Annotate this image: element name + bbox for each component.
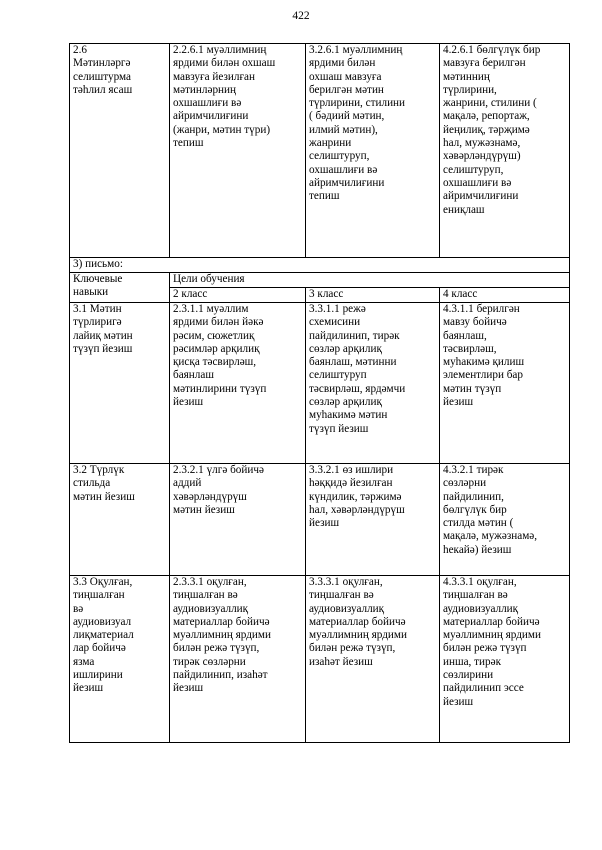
- key-skills-header: Ключевые навыки: [70, 273, 170, 303]
- grade4-cell: 4.2.6.1 бөлгүлүк бир мавзуға берилгән мәтинниң түрлирини, жанрини, стилини ( мақалә, репортаж, йеңилиқ, тәрҗимә һал, мужәзнамә, хәвәрләндүрүш) селиштуруп, охшашлиғи вә айримчилиғини ениқлаш: [440, 44, 570, 258]
- skill-cell: 3.1 Мәтин түрлиригә лайиқ мәтин түзүп йезиш: [70, 303, 170, 464]
- grade3-cell: 3.3.1.1 режә схемисини пайдилинип, тирәк сөзләр арқилиқ баянлаш, мәтинни селиштуруп тәсвирләш, ярдәмчи сөзләр арқилиқ муһакимә мәтин түзүп йезиш: [306, 303, 440, 464]
- section-row: [70, 258, 570, 273]
- table-row: [70, 576, 570, 743]
- grade4-cell: 4.3.2.1 тирәк сөзләрни пайдилинип, бөлгүлүк бир стилда мәтин ( мақалә, мужәзнамә, һекайә) йезиш: [440, 464, 570, 576]
- grade2-cell: 2.2.6.1 муәллимниң ярдими билән охшаш мавзуға йезилған мәтинләрниң охшашлиғи вә айримчилиғини (жанри, мәтин түри) тепиш: [170, 44, 306, 258]
- grade2-cell: 2.3.2.1 үлгә бойичә аддий хәвәрләндүрүш мәтин йезиш: [170, 464, 306, 576]
- curriculum-table: [69, 43, 570, 743]
- table-row: [70, 44, 570, 258]
- page-number: 422: [292, 10, 310, 22]
- grade2-header: 2 класс: [170, 288, 306, 303]
- table-row: [70, 303, 570, 464]
- grade4-cell: 4.3.1.1 берилгән мавзу бойичә баянлаш, тәсвирләш, муһакимә қилиш элементлири бар мәтин түзүп йезиш: [440, 303, 570, 464]
- skill-cell: 3.2 Түрлүк стильда мәтин йезиш: [70, 464, 170, 576]
- grade3-cell: 3.3.3.1 оқулған, тиңшалған вә аудиовизуаллиқ материаллар бойичә муәллимниң ярдими билән режә түзүп, изаһәт йезиш: [306, 576, 440, 743]
- grade2-cell: 2.3.3.1 оқулған, тиңшалған вә аудиовизуаллиқ материаллар бойичә муәллимниң ярдими билән режә түзүп, тирәк сөзләрни пайдилинип, изаһәт йезиш: [170, 576, 306, 743]
- goals-header: Цели обучения: [170, 273, 570, 288]
- grade2-cell: 2.3.1.1 муәллим ярдими билән йәкә рәсим, сюжетлиқ рәсимләр арқилиқ қисқа тәсвирләш, баянлаш мәтинлирини түзүп йезиш: [170, 303, 306, 464]
- grade3-header: 3 класс: [306, 288, 440, 303]
- grade4-header: 4 класс: [440, 288, 570, 303]
- skill-cell: 2.6 Мәтинләргә селиштурма тәһлил ясаш: [70, 44, 170, 258]
- header-row: [70, 273, 570, 288]
- skill-cell: 3.3 Оқулған, тиңшалған вә аудиовизуал лиқматериал лар бойичә язма ишлирини йезиш: [70, 576, 170, 743]
- section-title: 3) письмо:: [70, 258, 570, 273]
- table-row: [70, 464, 570, 576]
- grade3-cell: 3.2.6.1 муәллимниң ярдими билән охшаш мавзуға берилгән мәтин түрлирини, стилини ( бәдиий мәтин, илмий мәтин), жанрини селиштуруп, охшашлиғи вә айримчилиғини тепиш: [306, 44, 440, 258]
- grade3-cell: 3.3.2.1 өз ишлири һәққидә йезилған күндилик, тәржимә һал, хәвәрләндүрүш йезиш: [306, 464, 440, 576]
- grade4-cell: 4.3.3.1 оқулған, тиңшалған вә аудиовизуаллиқ материаллар бойичә муәллимниң ярдими билән режә түзүп инша, тирәк сөзлирини пайдилинип эссе йезиш: [440, 576, 570, 743]
